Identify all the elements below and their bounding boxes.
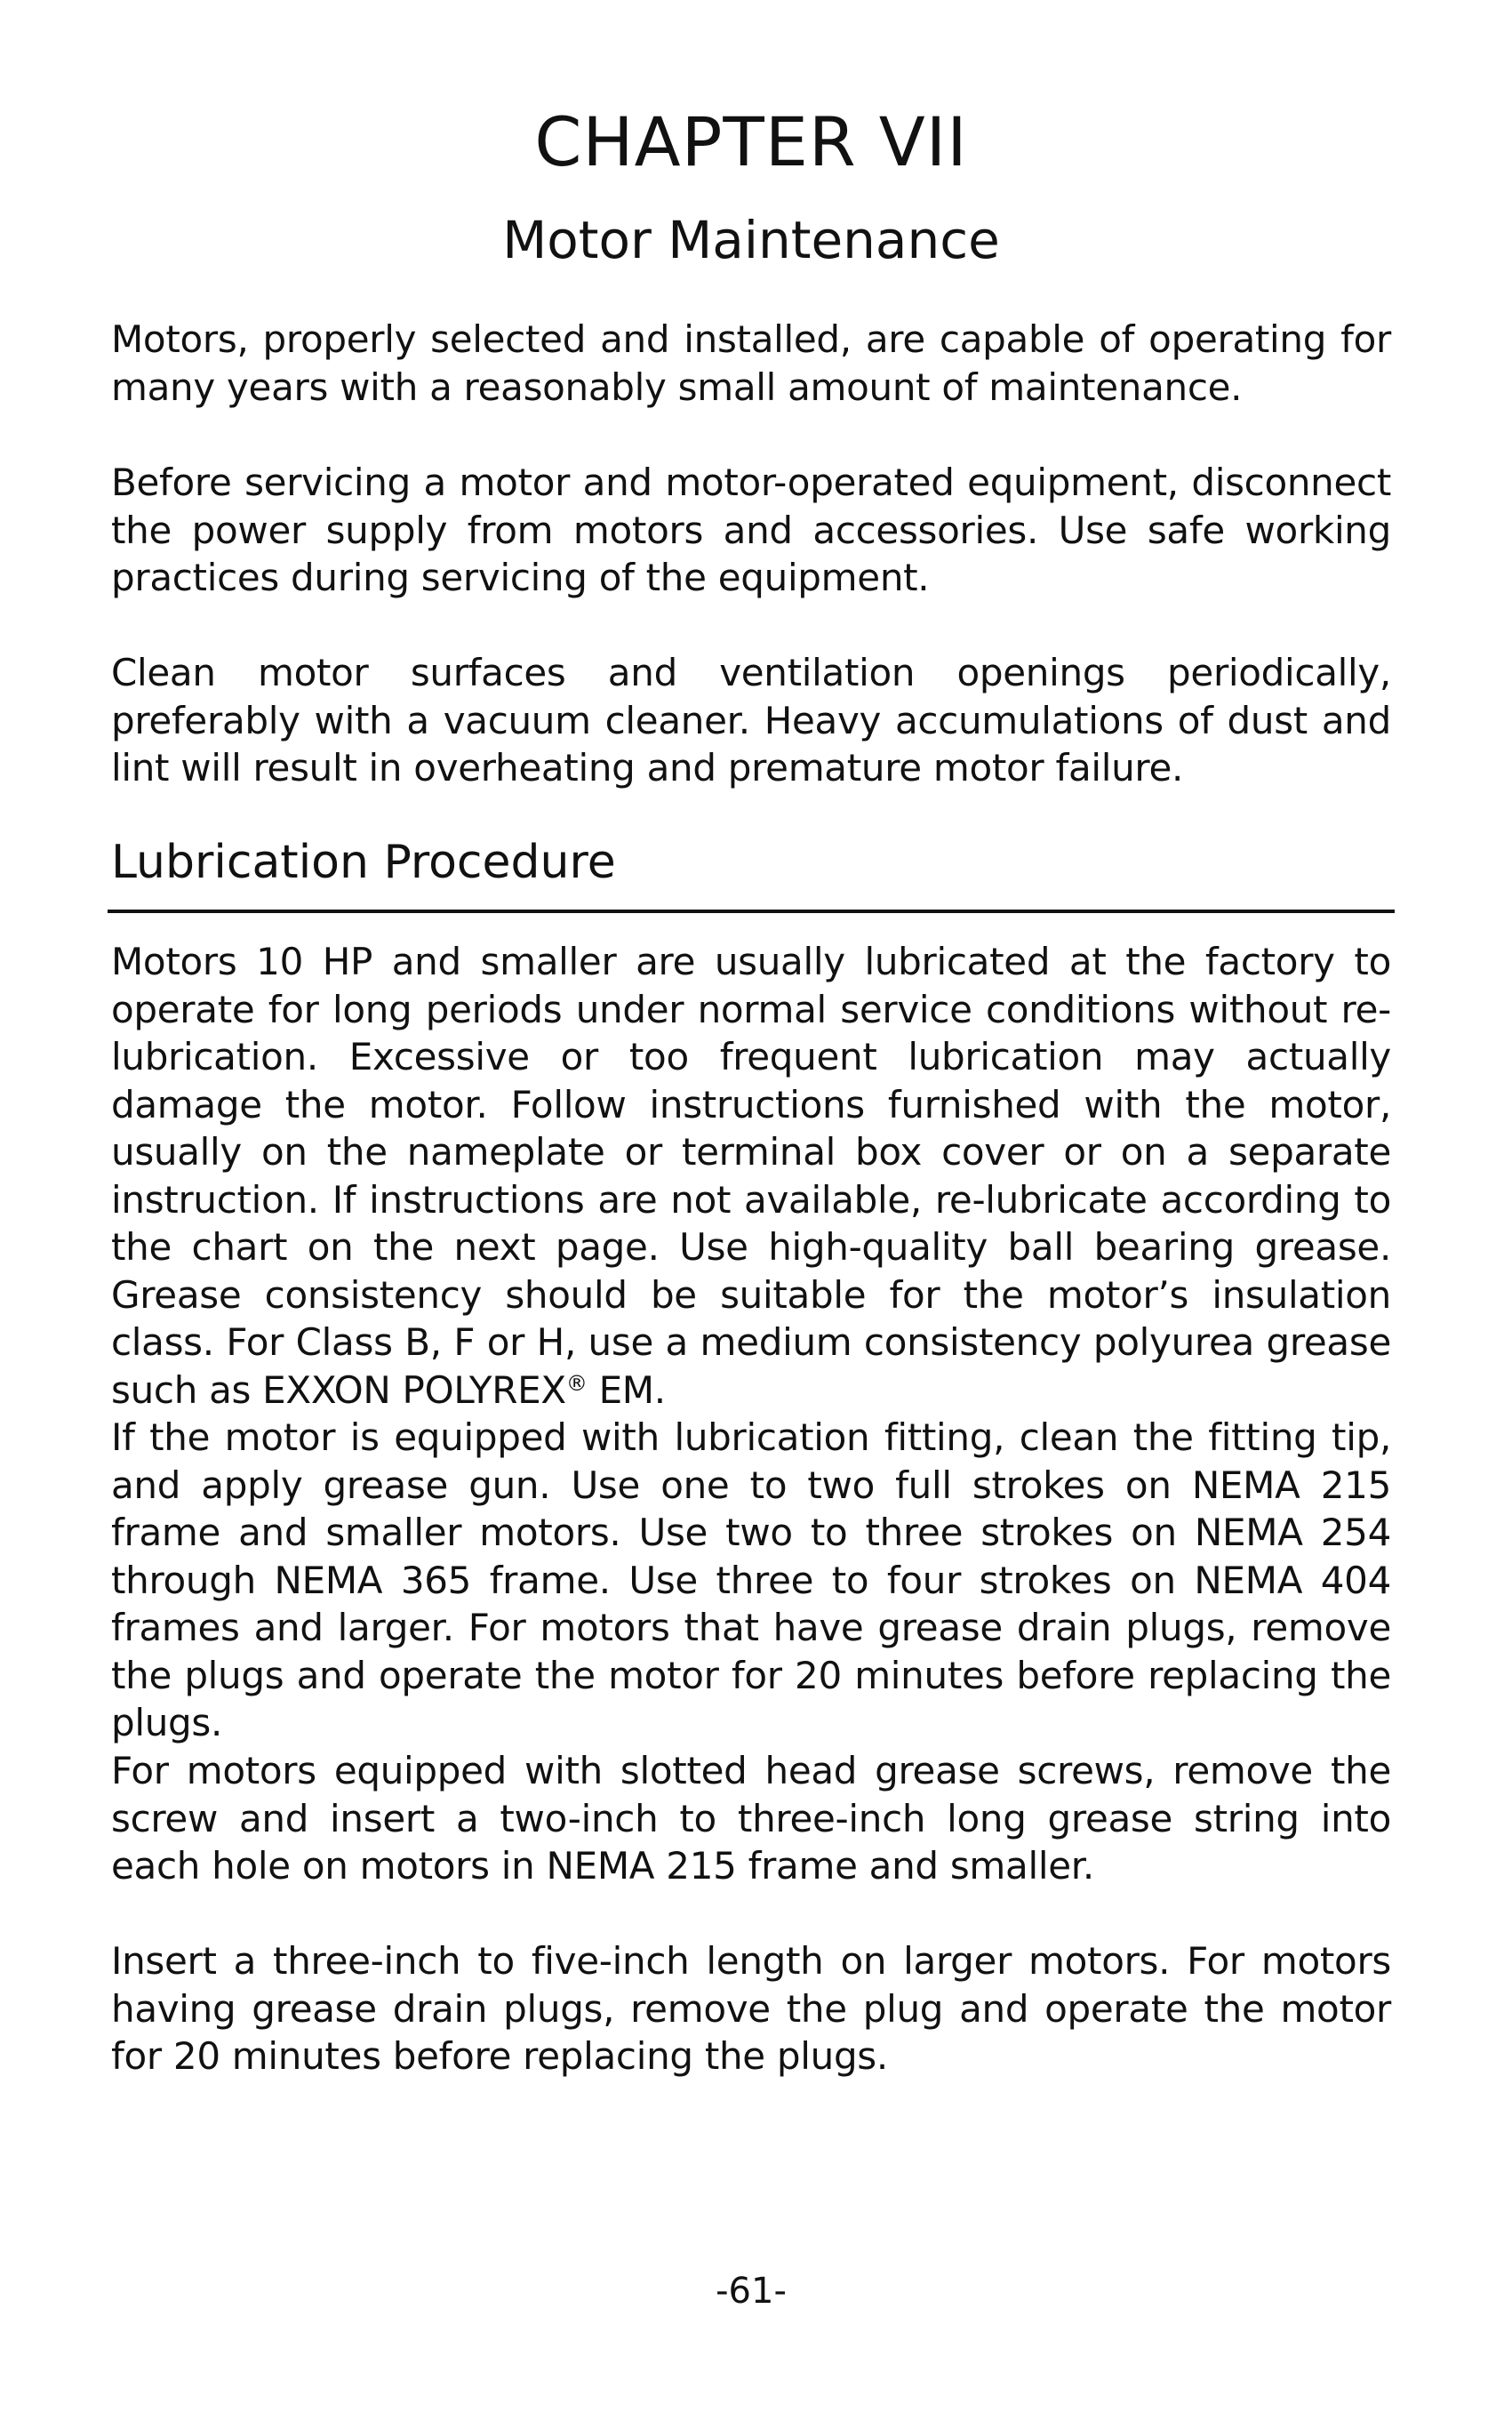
- intro-paragraph-3: Clean motor surfaces and ventilation openings periodically, preferably with a vacuum cleaner. Heavy accumulations of dust and lint will result in overheating and premature motor failure.: [111, 651, 1391, 790]
- page-number: -61-: [716, 2271, 787, 2312]
- section-heading-lubrication: Lubrication Procedure: [111, 836, 616, 889]
- chapter-title: CHAPTER VII: [534, 102, 968, 181]
- lubrication-paragraph-1-text: Motors 10 HP and smaller are usually lubricated at the factory to operate for long periods under normal service conditions without re-lubrication. Excessive or too frequent lubrication may actually damage the motor. Follow instructions furnished with the motor, usually on the nameplate or terminal box cover or on a separate instruction. If instructions are not available, re-lubricate according to the chart on the next page. Use high-quality ball bearing grease. Grease consistency should be suitable for the motor’s insulation class. For Class B, F or H, use a medium consistency polyurea grease such as EXXON POLYREX: [111, 940, 1391, 1412]
- lubrication-paragraph-2: If the motor is equipped with lubrication fitting, clean the fitting tip, and apply grease gun. Use one to two full strokes on NEMA 215 frame and smaller motors. Use two to three strokes on NEMA 254 through NEMA 365 frame. Use three to four strokes on NEMA 404 frames and larger. For motors that have grease drain plugs, remove the plugs and operate the motor for 20 minutes before replacing the plugs.: [111, 1415, 1391, 1744]
- chapter-subtitle: Motor Maintenance: [502, 210, 1000, 270]
- lubrication-paragraph-1: [111, 938, 1391, 1414]
- intro-paragraph-2: Before servicing a motor and motor-operated equipment, disconnect the power supply from motors and accessories. Use safe working practices during servicing of the equipment.: [111, 461, 1391, 599]
- intro-paragraph-1: Motors, properly selected and installed, are capable of operating for many years with a reasonably small amount of maintenance.: [111, 317, 1391, 409]
- section-divider: [108, 910, 1395, 913]
- lubrication-paragraph-3: For motors equipped with slotted head grease screws, remove the screw and insert a two-inch to three-inch long grease string into each hole on motors in NEMA 215 frame and smaller.: [111, 1749, 1391, 1888]
- registered-mark: ®: [565, 1370, 588, 1396]
- lubrication-paragraph-4: Insert a three-inch to five-inch length on larger motors. For motors having grease drain plugs, remove the plug and operate the motor for 20 minutes before replacing the plugs.: [111, 1939, 1391, 2078]
- lubrication-paragraph-1-tail: EM.: [587, 1367, 666, 1412]
